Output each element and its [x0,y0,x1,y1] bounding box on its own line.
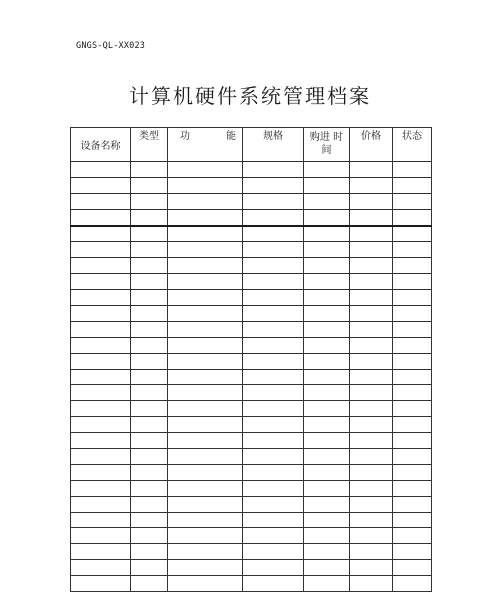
table-row [71,401,432,417]
cell-function [168,306,243,322]
cell-device-name [71,464,131,480]
cell-spec [243,576,304,592]
table-row [71,162,432,178]
cell-type [131,369,168,385]
cell-type [131,544,168,560]
cell-device-name [71,369,131,385]
cell-type [131,321,168,337]
cell-purchase-time [304,369,350,385]
table-row [71,193,432,209]
table-row [71,449,432,465]
cell-price [350,385,393,401]
header-purchase-time-line1: 购进 时 [309,132,344,143]
cell-device-name [71,385,131,401]
table-row [71,433,432,449]
cell-function [168,496,243,512]
cell-type [131,353,168,369]
cell-status [393,576,432,592]
table-row [71,496,432,512]
cell-type [131,274,168,290]
cell-status [393,177,432,193]
cell-type [131,528,168,544]
cell-status [393,337,432,353]
cell-price [350,290,393,306]
table-row [71,258,432,274]
cell-device-name [71,306,131,322]
cell-spec [243,401,304,417]
table-row [71,544,432,560]
table-row [71,385,432,401]
cell-function [168,353,243,369]
cell-price [350,560,393,576]
cell-status [393,433,432,449]
cell-spec [243,464,304,480]
table-row [71,321,432,337]
cell-function [168,193,243,209]
header-price: 价格 [350,128,393,162]
cell-purchase-time [304,242,350,258]
header-spec: 规格 [243,128,304,162]
cell-status [393,464,432,480]
cell-type [131,290,168,306]
cell-price [350,226,393,242]
cell-purchase-time [304,512,350,528]
header-function-part2: 能 [226,131,236,142]
cell-function [168,226,243,242]
cell-purchase-time [304,433,350,449]
cell-function [168,369,243,385]
cell-purchase-time [304,401,350,417]
cell-status [393,560,432,576]
cell-status [393,417,432,433]
cell-status [393,193,432,209]
cell-device-name [71,528,131,544]
cell-device-name [71,258,131,274]
cell-purchase-time [304,544,350,560]
cell-purchase-time [304,385,350,401]
cell-spec [243,512,304,528]
cell-device-name [71,290,131,306]
cell-function [168,177,243,193]
cell-spec [243,274,304,290]
header-row [71,128,432,162]
cell-spec [243,162,304,178]
cell-function [168,417,243,433]
cell-function [168,433,243,449]
cell-purchase-time [304,480,350,496]
table-row [71,209,432,225]
cell-function [168,576,243,592]
table-row [71,177,432,193]
cell-purchase-time [304,274,350,290]
table-row [71,226,432,242]
cell-purchase-time [304,560,350,576]
cell-price [350,512,393,528]
cell-purchase-time [304,576,350,592]
cell-price [350,321,393,337]
cell-price [350,258,393,274]
cell-spec [243,321,304,337]
cell-device-name [71,353,131,369]
header-status: 状态 [393,128,432,162]
cell-price [350,401,393,417]
table-row [71,576,432,592]
cell-status [393,258,432,274]
cell-type [131,226,168,242]
cell-spec [243,496,304,512]
cell-function [168,321,243,337]
cell-purchase-time [304,528,350,544]
cell-purchase-time [304,337,350,353]
cell-device-name [71,162,131,178]
document-title: 计算机硬件系统管理档案 [129,84,371,108]
cell-purchase-time [304,464,350,480]
cell-device-name [71,177,131,193]
cell-function [168,274,243,290]
cell-spec [243,417,304,433]
cell-status [393,512,432,528]
cell-status [393,321,432,337]
cell-price [350,306,393,322]
table-row [71,464,432,480]
cell-purchase-time [304,496,350,512]
cell-function [168,560,243,576]
cell-type [131,209,168,225]
cell-type [131,560,168,576]
table-row [71,528,432,544]
cell-status [393,369,432,385]
cell-price [350,544,393,560]
cell-device-name [71,560,131,576]
cell-spec [243,337,304,353]
cell-type [131,258,168,274]
cell-price [350,209,393,225]
cell-price [350,177,393,193]
header-function [168,128,243,162]
hardware-record-table [70,127,432,592]
cell-device-name [71,576,131,592]
cell-status [393,496,432,512]
cell-status [393,401,432,417]
cell-spec [243,480,304,496]
cell-price [350,193,393,209]
cell-device-name [71,242,131,258]
cell-price [350,162,393,178]
cell-type [131,177,168,193]
header-function-part1: 功 [180,131,190,142]
cell-device-name [71,512,131,528]
table-row [71,512,432,528]
cell-function [168,544,243,560]
cell-purchase-time [304,209,350,225]
cell-device-name [71,449,131,465]
cell-status [393,290,432,306]
table-row [71,290,432,306]
cell-device-name [71,321,131,337]
header-purchase-time-line2: 间 [321,145,332,156]
cell-spec [243,560,304,576]
cell-device-name [71,417,131,433]
cell-price [350,337,393,353]
cell-type [131,337,168,353]
cell-status [393,306,432,322]
cell-price [350,496,393,512]
cell-device-name [71,433,131,449]
cell-price [350,417,393,433]
table-row [71,369,432,385]
cell-function [168,242,243,258]
cell-function [168,401,243,417]
cell-device-name [71,209,131,225]
cell-status [393,528,432,544]
cell-status [393,162,432,178]
cell-purchase-time [304,449,350,465]
cell-type [131,449,168,465]
cell-spec [243,209,304,225]
table-body [71,162,432,592]
cell-purchase-time [304,177,350,193]
cell-device-name [71,193,131,209]
cell-purchase-time [304,321,350,337]
cell-purchase-time [304,162,350,178]
cell-spec [243,193,304,209]
cell-type [131,480,168,496]
cell-type [131,306,168,322]
cell-price [350,464,393,480]
cell-status [393,209,432,225]
cell-status [393,385,432,401]
cell-spec [243,449,304,465]
cell-type [131,576,168,592]
table-row [71,337,432,353]
table-row [71,480,432,496]
cell-type [131,162,168,178]
cell-status [393,242,432,258]
cell-spec [243,242,304,258]
cell-device-name [71,226,131,242]
cell-price [350,433,393,449]
cell-function [168,209,243,225]
cell-device-name [71,480,131,496]
cell-purchase-time [304,353,350,369]
cell-spec [243,258,304,274]
header-device-name: 设备名称 [71,128,131,162]
cell-spec [243,544,304,560]
header-purchase-time [304,128,350,162]
cell-function [168,258,243,274]
cell-price [350,528,393,544]
cell-function [168,337,243,353]
cell-spec [243,433,304,449]
cell-price [350,274,393,290]
table-row [71,353,432,369]
cell-spec [243,226,304,242]
cell-spec [243,385,304,401]
cell-device-name [71,274,131,290]
cell-function [168,162,243,178]
cell-type [131,464,168,480]
cell-price [350,576,393,592]
cell-function [168,385,243,401]
cell-function [168,464,243,480]
cell-purchase-time [304,417,350,433]
table-row [71,306,432,322]
cell-purchase-time [304,193,350,209]
cell-type [131,496,168,512]
cell-type [131,401,168,417]
cell-price [350,242,393,258]
cell-price [350,449,393,465]
cell-purchase-time [304,306,350,322]
cell-device-name [71,496,131,512]
cell-device-name [71,544,131,560]
cell-status [393,274,432,290]
cell-spec [243,353,304,369]
cell-price [350,369,393,385]
cell-purchase-time [304,258,350,274]
cell-status [393,480,432,496]
table-row [71,274,432,290]
cell-spec [243,369,304,385]
cell-purchase-time [304,290,350,306]
table-row [71,560,432,576]
cell-type [131,242,168,258]
cell-function [168,512,243,528]
cell-status [393,449,432,465]
cell-device-name [71,337,131,353]
cell-status [393,353,432,369]
header-type: 类型 [131,128,168,162]
cell-type [131,417,168,433]
cell-spec [243,528,304,544]
cell-price [350,480,393,496]
cell-type [131,512,168,528]
document-code: GNGS-QL-XX023 [76,41,146,51]
cell-device-name [71,401,131,417]
cell-type [131,193,168,209]
cell-price [350,353,393,369]
cell-function [168,290,243,306]
cell-type [131,385,168,401]
cell-function [168,528,243,544]
table-row [71,242,432,258]
cell-spec [243,290,304,306]
cell-function [168,449,243,465]
cell-status [393,544,432,560]
cell-function [168,480,243,496]
cell-spec [243,177,304,193]
cell-spec [243,306,304,322]
cell-purchase-time [304,226,350,242]
cell-type [131,433,168,449]
cell-status [393,226,432,242]
table-row [71,417,432,433]
